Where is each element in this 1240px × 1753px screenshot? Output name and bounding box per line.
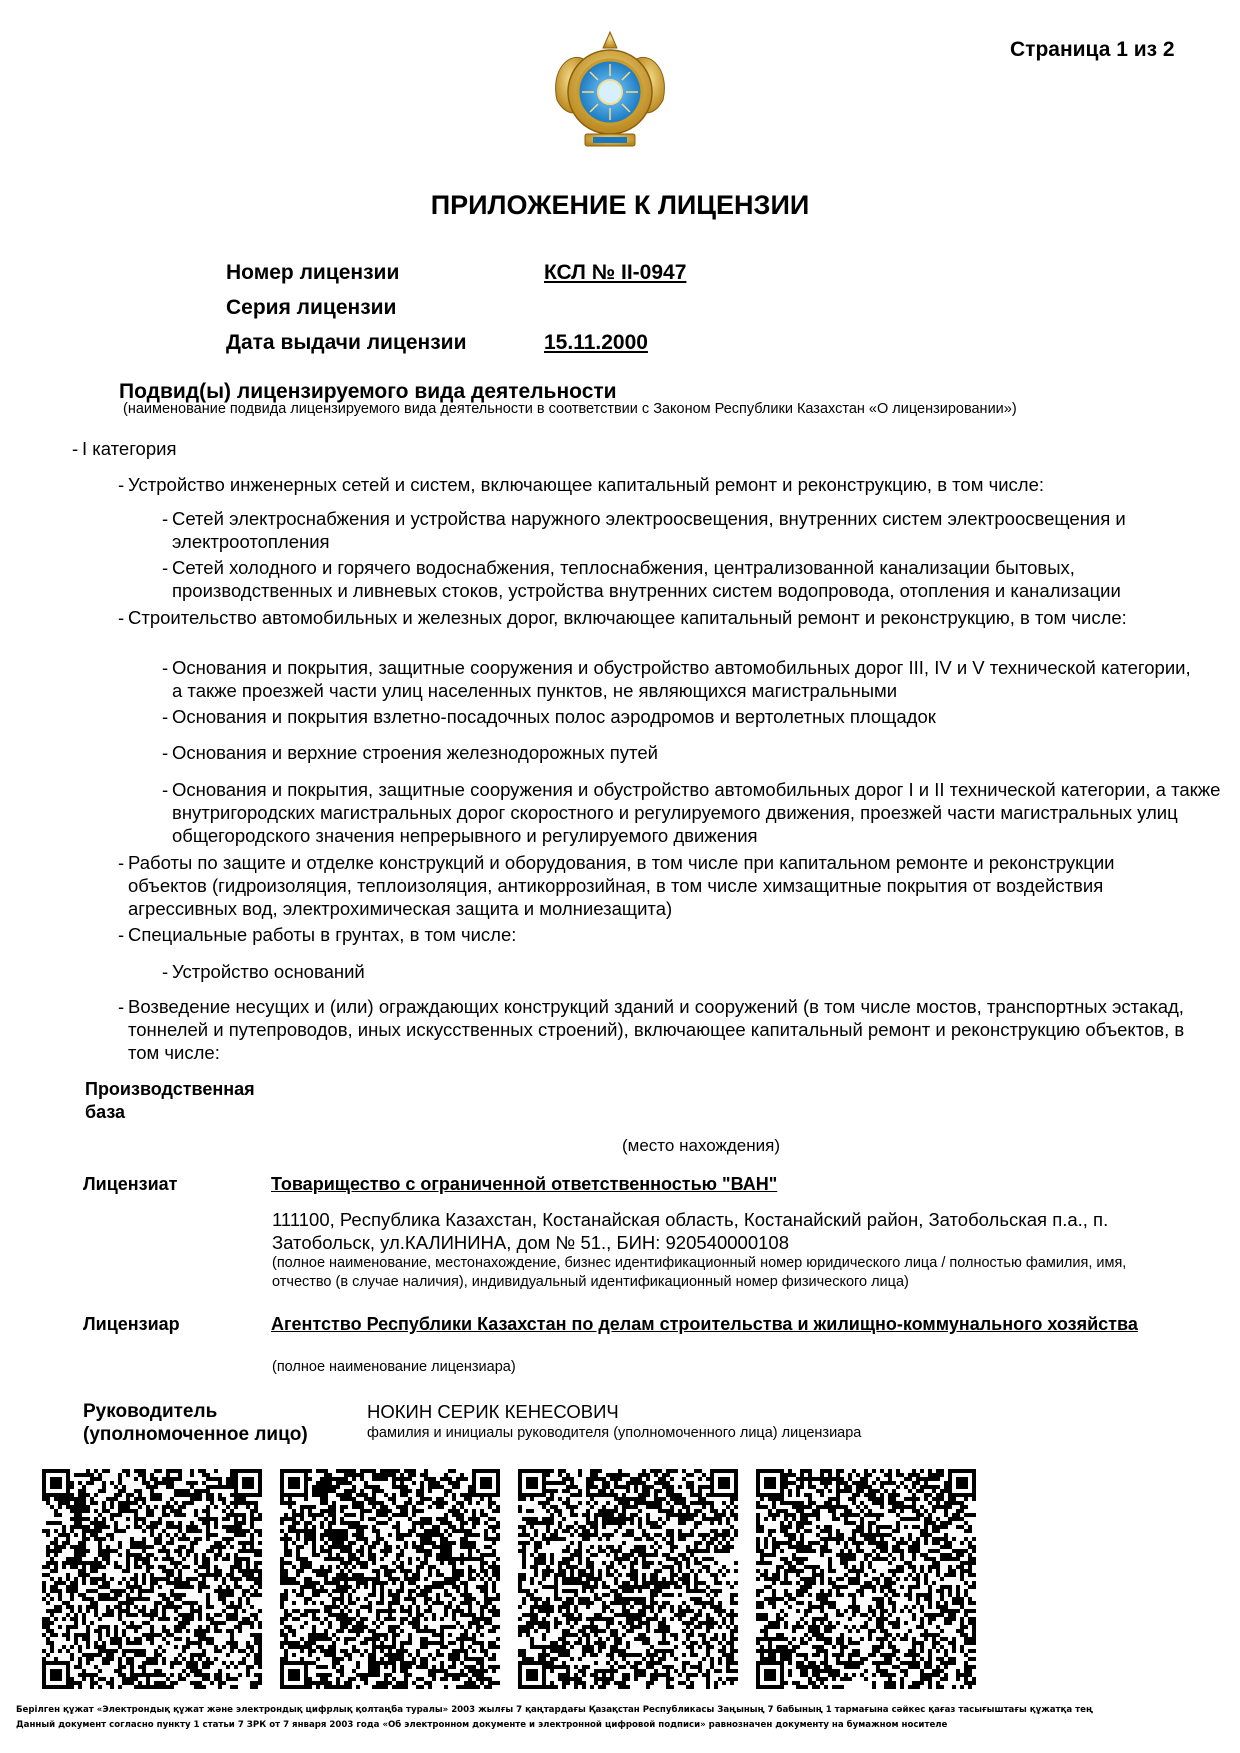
list-item-text: Строительство автомобильных и железных дорог, включающее капитальный ремонт и реконструкцию, в том числе: <box>128 607 1127 628</box>
qr-code-icon <box>280 1468 500 1690</box>
list-item-text: Основания и покрытия, защитные сооружения и обустройство автомобильных дорог I и II технической категории, а также внутригородских магистральных дорог скоростного и регулируемого движения, проезжей части магистральных улиц общегородского значения непрерывного и регулируемого движения <box>172 779 1221 846</box>
list-item: - Сетей электроснабжения и устройства наружного электроосвещения, внутренних систем электроосвещения и электроотопления <box>162 508 1126 552</box>
list-item-text: Возведение несущих и (или) ограждающих конструкций зданий и сооружений (в том числе мостов, транспортных эстакад, тоннелей и путепроводов, иных искусственных строений), включающее капитальный ремонт и реконструкцию объектов, в том числе: <box>128 996 1185 1063</box>
document-title: ПРИЛОЖЕНИЕ К ЛИЦЕНЗИИ <box>430 190 810 220</box>
list-item-text: Устройство инженерных сетей и систем, включающее капитальный ремонт и реконструкцию, в том числе: <box>128 474 1045 495</box>
state-emblem-icon <box>545 30 675 160</box>
license-date-label: Дата выдачи лицензии <box>226 331 467 354</box>
license-series-label: Серия лицензии <box>226 296 397 319</box>
head-name: НОКИН СЕРИК КЕНЕСОВИЧ <box>367 1401 619 1422</box>
list-item-text: Основания и верхние строения железнодорожных путей <box>172 742 658 763</box>
list-item-text: Основания и покрытия взлетно-посадочных полос аэродромов и вертолетных площадок <box>172 706 936 727</box>
license-number-row <box>226 261 686 285</box>
license-number-label: Номер лицензии <box>226 261 400 284</box>
licensee-name: Товарищество с ограниченной ответственностью "ВАН" <box>271 1174 778 1194</box>
production-base-label: Производственная база <box>85 1079 255 1122</box>
head-note: фамилия и инициалы руководителя (уполномоченного лица) лицензиара <box>367 1425 862 1441</box>
footer-line-kz: Берілген құжат «Электрондық құжат және электрондық цифрлық қолтаңба туралы» 2003 жылғы 7 қаңтардағы Қазақстан Республикасы Заңының 7 бабының 1 тармағына сәйкес қағаз тасығыштағы құжатқа тең <box>16 1705 1093 1715</box>
licensee-address: 111100, Республика Казахстан, Костанайская область, Костанайский район, Затобольская п.а., п. Затобольск, ул.КАЛИНИНА, дом № 51., БИН: 920540000108 <box>272 1209 1109 1253</box>
list-item: - Возведение несущих и (или) ограждающих конструкций зданий и сооружений (в том числе мостов, транспортных эстакад, тоннелей и путепроводов, иных искусственных строений), включающее капитальный ремонт и реконструкцию объектов, в том числе: <box>118 996 1185 1063</box>
licensor-name: Агентство Республики Казахстан по делам строительства и жилищно-коммунального хозяйства <box>271 1314 1138 1334</box>
list-item: - Устройство оснований <box>162 961 365 982</box>
list-item: - Сетей холодного и горячего водоснабжения, теплоснабжения, централизованной канализации бытовых, производственных и ливневых стоков, устройства внутренних систем водопровода, отопления и канализации <box>162 557 1121 601</box>
subtypes-note: (наименование подвида лицензируемого вида деятельности в соответствии с Законом Республики Казахстан «О лицензировании») <box>123 401 1017 417</box>
licensor-label: Лицензиар <box>83 1314 180 1334</box>
list-item: - Основания и покрытия, защитные сооружения и обустройство автомобильных дорог III, IV и V технической категории, а также проезжей части улиц населенных пунктов, не являющихся магистральными <box>162 657 1191 701</box>
list-item: - Работы по защите и отделке конструкций и оборудования, в том числе при капитальном ремонте и реконструкции объектов (гидроизоляция, теплоизоляция, антикоррозийная, в том числе химзащитные покрытия от воздействия агрессивных вод, электрохимическая защита и молниезащита) <box>118 852 1115 919</box>
licensee-label: Лицензиат <box>83 1174 178 1194</box>
list-item: - I категория <box>72 438 177 459</box>
head-label: Руководитель (уполномоченное лицо) <box>83 1401 308 1445</box>
list-item-text: Основания и покрытия, защитные сооружения и обустройство автомобильных дорог III, IV и V технической категории, а также проезжей части улиц населенных пунктов, не являющихся магистральными <box>172 657 1191 701</box>
licensor-note: (полное наименование лицензиара) <box>272 1359 516 1375</box>
list-item-text: Устройство оснований <box>172 961 365 982</box>
page-number: Страница 1 из 2 <box>1010 38 1175 61</box>
list-item-text: Специальные работы в грунтах, в том числе: <box>128 924 517 945</box>
list-item: - Устройство инженерных сетей и систем, включающее капитальный ремонт и реконструкцию, в том числе: <box>118 474 1045 495</box>
license-date-value: 15.11.2000 <box>544 331 648 354</box>
qr-code-icon <box>756 1468 976 1690</box>
licensee-note: (полное наименование, местонахождение, бизнес идентификационный номер юридического лица / полностью фамилия, имя, отчество (в случае наличия), индивидуальный идентификационный номер физического лица) <box>272 1255 1127 1290</box>
subtypes-title: Подвид(ы) лицензируемого вида деятельности <box>119 380 617 403</box>
list-item: - Основания и верхние строения железнодорожных путей <box>162 742 658 763</box>
license-number-value: КСЛ № II-0947 <box>544 261 687 284</box>
list-item: - Основания и покрытия, защитные сооружения и обустройство автомобильных дорог I и II технической категории, а также внутригородских магистральных дорог скоростного и регулируемого движения, проезжей части магистральных улиц общегородского значения непрерывного и регулируемого движения <box>162 779 1221 846</box>
license-series-row <box>226 296 544 320</box>
legal-footer <box>16 1703 1224 1733</box>
qr-code-icon <box>42 1468 262 1690</box>
list-item-text: Сетей электроснабжения и устройства наружного электроосвещения, внутренних систем электроосвещения и электроотопления <box>172 508 1126 552</box>
list-item: - Строительство автомобильных и железных дорог, включающее капитальный ремонт и реконструкцию, в том числе: <box>118 607 1127 628</box>
category-label: I категория <box>82 438 177 459</box>
list-item: - Специальные работы в грунтах, в том числе: <box>118 924 517 945</box>
license-date-row <box>226 331 648 355</box>
footer-line-ru: Данный документ согласно пункту 1 статьи 7 ЗРК от 7 января 2003 года «Об электронном документе и электронной цифровой подписи» равнозначен документу на бумажном носителе <box>16 1720 948 1730</box>
list-item-text: Сетей холодного и горячего водоснабжения, теплоснабжения, централизованной канализации бытовых, производственных и ливневых стоков, устройства внутренних систем водопровода, отопления и канализации <box>172 557 1121 601</box>
location-note: (место нахождения) <box>622 1136 780 1155</box>
list-item: - Основания и покрытия взлетно-посадочных полос аэродромов и вертолетных площадок <box>162 706 936 727</box>
list-item-text: Работы по защите и отделке конструкций и оборудования, в том числе при капитальном ремонте и реконструкции объектов (гидроизоляция, теплоизоляция, антикоррозийная, в том числе химзащитные покрытия от воздействия агрессивных вод, электрохимическая защита и молниезащита) <box>128 852 1115 919</box>
qr-code-icon <box>518 1468 738 1690</box>
